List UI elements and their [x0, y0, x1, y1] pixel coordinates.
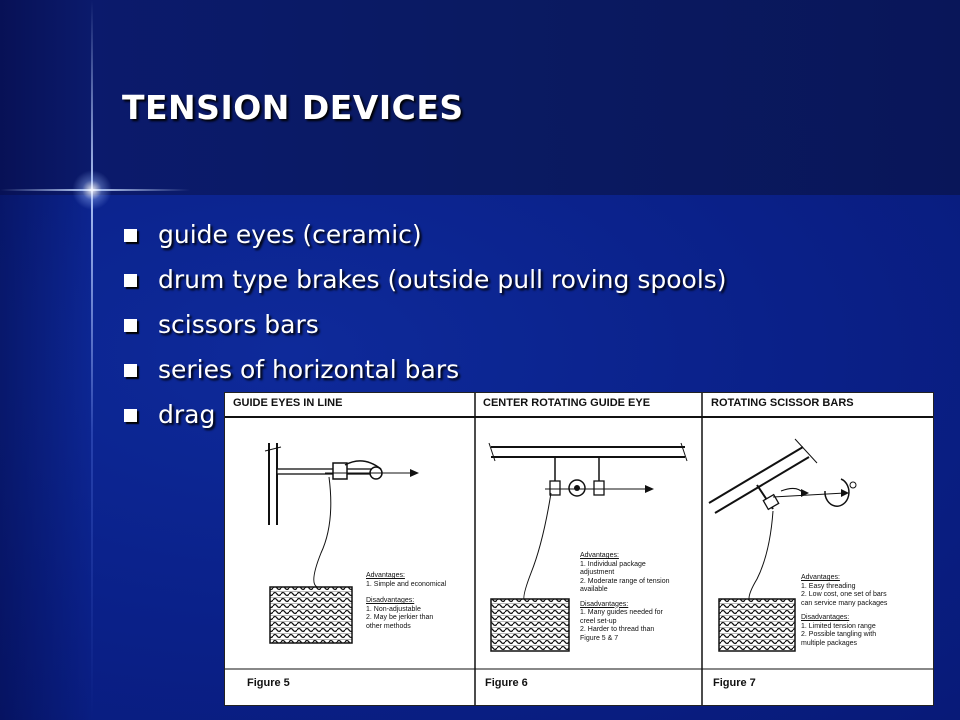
- advantages-label: Advantages:: [366, 572, 405, 579]
- disadvantage-item: creel set-up: [580, 617, 617, 625]
- panel-heading: CENTER ROTATING GUIDE EYE: [483, 397, 651, 409]
- figure-caption: Figure 7: [713, 677, 756, 689]
- advantage-item: 1. Simple and economical: [366, 580, 447, 588]
- disadvantage-item: 2. Harder to thread than: [580, 626, 655, 633]
- disadvantages-label: Disadvantages:: [801, 614, 850, 621]
- bullet-square-icon: [124, 409, 137, 422]
- figure-7-panel: [711, 393, 929, 705]
- slide-title: TENSION DEVICES: [122, 88, 464, 127]
- figure-5-notes: [366, 569, 446, 631]
- tension-devices-figure: [224, 392, 934, 706]
- figure-6-notes: [580, 549, 670, 643]
- bullet-text: guide eyes (ceramic): [158, 220, 422, 249]
- advantage-item: available: [580, 586, 608, 593]
- figure-caption: Figure 6: [485, 677, 528, 689]
- disadvantages-label: Disadvantages:: [580, 600, 629, 608]
- lens-flare-vertical: [91, 0, 93, 720]
- figure-5-panel: [233, 393, 469, 705]
- advantage-item: 2. Low cost, one set of bars: [801, 591, 887, 598]
- bullet-item: [122, 262, 727, 307]
- disadvantage-item: 2. May be jerkier than: [366, 614, 434, 621]
- bullet-item: [122, 352, 727, 397]
- bullet-square-icon: [124, 319, 137, 332]
- advantage-item: adjustment: [580, 569, 615, 576]
- disadvantage-item: multiple packages: [801, 639, 858, 647]
- lens-flare-glow: [72, 170, 112, 210]
- panel-heading: ROTATING SCISSOR BARS: [711, 397, 854, 409]
- figure-6-panel: [483, 393, 697, 705]
- disadvantage-item: Figure 5 & 7: [580, 634, 619, 642]
- bullet-text: series of horizontal bars: [158, 355, 460, 384]
- bullet-square-icon: [124, 364, 137, 377]
- left-shade: [0, 0, 92, 720]
- bullet-square-icon: [124, 229, 137, 242]
- disadvantage-item: 1. Many guides needed for: [580, 609, 663, 616]
- advantage-item: 1. Individual package: [580, 560, 646, 568]
- disadvantage-item: 2. Possible tangling with: [801, 631, 877, 638]
- advantage-item: can service many packages: [801, 599, 888, 607]
- advantage-item: 1. Easy threading: [801, 582, 856, 590]
- advantage-item: 2. Moderate range of tension: [580, 577, 670, 585]
- bullet-item: [122, 217, 727, 262]
- bullet-text: drum type brakes (outside pull roving spools): [158, 265, 727, 294]
- figure-7-notes: [801, 571, 887, 648]
- disadvantage-item: other methods: [366, 622, 411, 630]
- bullet-square-icon: [124, 274, 137, 287]
- disadvantage-item: 1. Limited tension range: [801, 622, 876, 630]
- bullet-text: scissors bars: [158, 310, 319, 339]
- panel-heading: GUIDE EYES IN LINE: [233, 397, 343, 409]
- advantages-label: Advantages:: [801, 574, 840, 581]
- advantages-label: Advantages:: [580, 552, 619, 559]
- disadvantage-item: 1. Non-adjustable: [366, 605, 421, 613]
- bullet-item: [122, 307, 727, 352]
- figure-caption: Figure 5: [247, 677, 290, 689]
- bullet-text: drag: [158, 400, 216, 429]
- disadvantages-label: Disadvantages:: [366, 597, 415, 604]
